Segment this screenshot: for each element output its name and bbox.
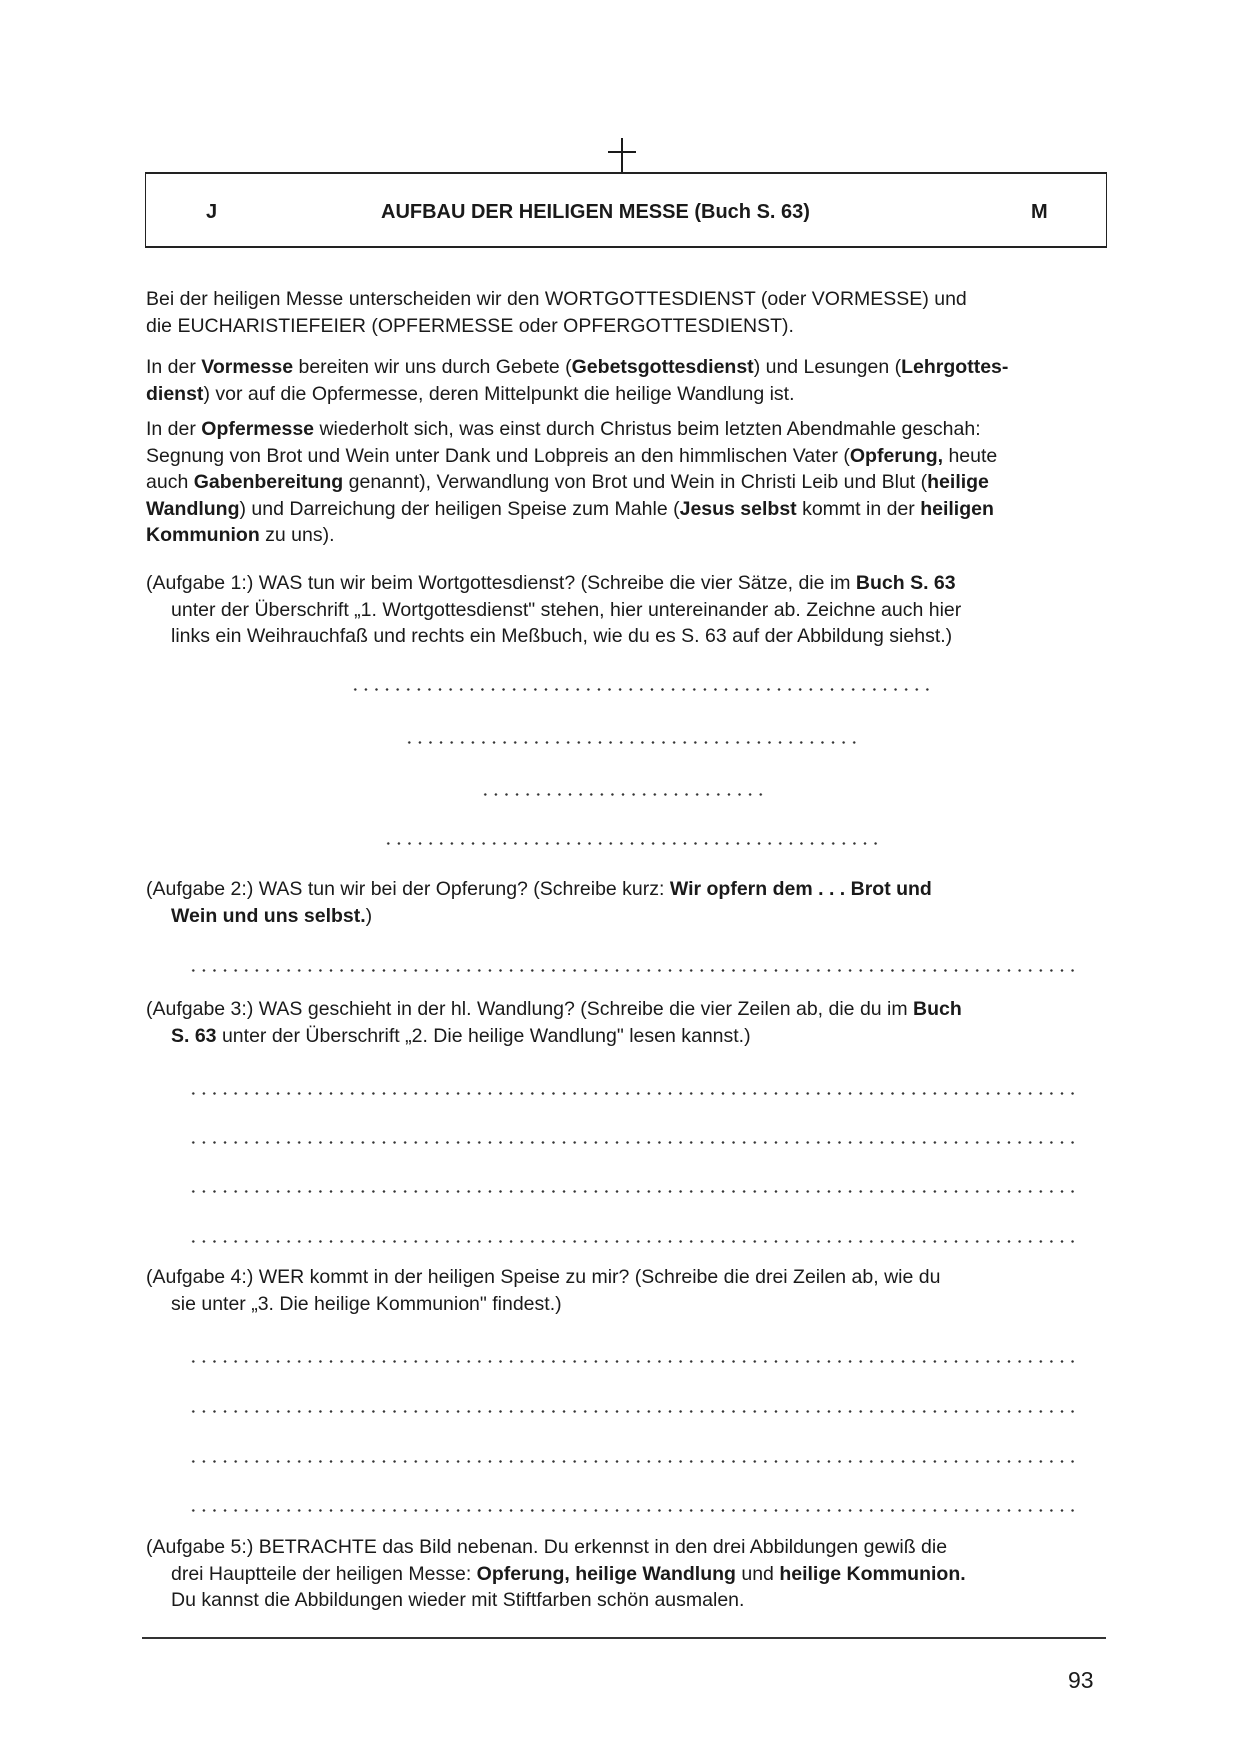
intro-paragraph-3: In der Opfermesse wiederholt sich, was einst durch Christus beim letzten Abendmahle geschah: Segnung von Brot und Wein unter Dank und Lobpreis an den himmlischen Vater (Opferung, heute auch Gabenbereitung genannt), Verwandlung von Brot und Wein in Christi Leib und Blut (heilige Wandlung) und Darreichung der heiligen Speise zum Mahle (Jesus selbst kommt in der heiligen Kommunion zu uns). — [146, 418, 998, 546]
footer-divider — [142, 1637, 1106, 1639]
answer-line[interactable] — [188, 1410, 1074, 1413]
answer-line[interactable] — [480, 793, 764, 796]
intro-paragraph-2: In der Vormesse bereiten wir uns durch Gebete (Gebetsgottesdienst) und Lesungen (Lehrgottes- dienst) vor auf die Opfermesse, deren Mittelpunkt die heilige Wandlung ist. — [146, 356, 1009, 405]
cross-icon — [608, 138, 636, 174]
title-box — [145, 172, 1107, 248]
task-4: (Aufgabe 4:) WER kommt in der heiligen Speise zu mir? (Schreibe die drei Zeilen ab, wie du sie unter „3. Die heilige Kommunion" findest.) — [146, 1266, 941, 1315]
header-right-letter: M — [1031, 201, 1048, 223]
header-left-letter: J — [206, 201, 218, 223]
task-5: (Aufgabe 5:) BETRACHTE das Bild nebenan. Du erkennst in den drei Abbildungen gewiß die drei Hauptteile der heiligen Messe: Opferung, heilige Wandlung und heilige Kommunion. Du kannst die Abbildungen wieder mit Stiftfarben schön ausmalen. — [146, 1536, 966, 1611]
page-number: 93 — [1068, 1667, 1094, 1693]
task-3: (Aufgabe 3:) WAS geschieht in der hl. Wandlung? (Schreibe die vier Zeilen ab, die du im Buch S. 63 unter der Überschrift „2. Die heilige Wandlung" lesen kannst.) — [146, 998, 962, 1047]
task-1: (Aufgabe 1:) WAS tun wir beim Wortgottesdienst? (Schreibe die vier Sätze, die im Buch S. 63 unter der Überschrift „1. Wortgottesdienst" stehen, hier untereinander ab. Zeichne auch hier links ein Weihrauchfaß und rechts ein Meßbuch, wie du es S. 63 auf der Abbildung siehst.) — [146, 572, 962, 647]
answer-line[interactable] — [188, 1360, 1074, 1363]
answer-line[interactable] — [404, 741, 858, 744]
answer-line[interactable] — [188, 1141, 1074, 1144]
answer-line[interactable] — [350, 688, 932, 691]
task-2: (Aufgabe 2:) WAS tun wir bei der Opferung? (Schreibe kurz: Wir opfern dem . . . Brot und Wein und uns selbst.) — [146, 878, 932, 927]
answer-line[interactable] — [188, 1240, 1074, 1243]
answer-line[interactable] — [383, 842, 883, 845]
answer-line[interactable] — [188, 1509, 1074, 1512]
answer-line[interactable] — [188, 1092, 1074, 1095]
answer-line[interactable] — [188, 1460, 1074, 1463]
intro-paragraph-1: Bei der heiligen Messe unterscheiden wir den WORTGOTTESDIENST (oder VORMESSE) und die EUCHARISTIEFEIER (OPFERMESSE oder OPFERGOTTESDIENST). — [146, 288, 967, 337]
page-title: AUFBAU DER HEILIGEN MESSE (Buch S. 63) — [381, 201, 810, 223]
answer-line[interactable] — [188, 1190, 1074, 1193]
answer-line[interactable] — [188, 969, 1074, 972]
